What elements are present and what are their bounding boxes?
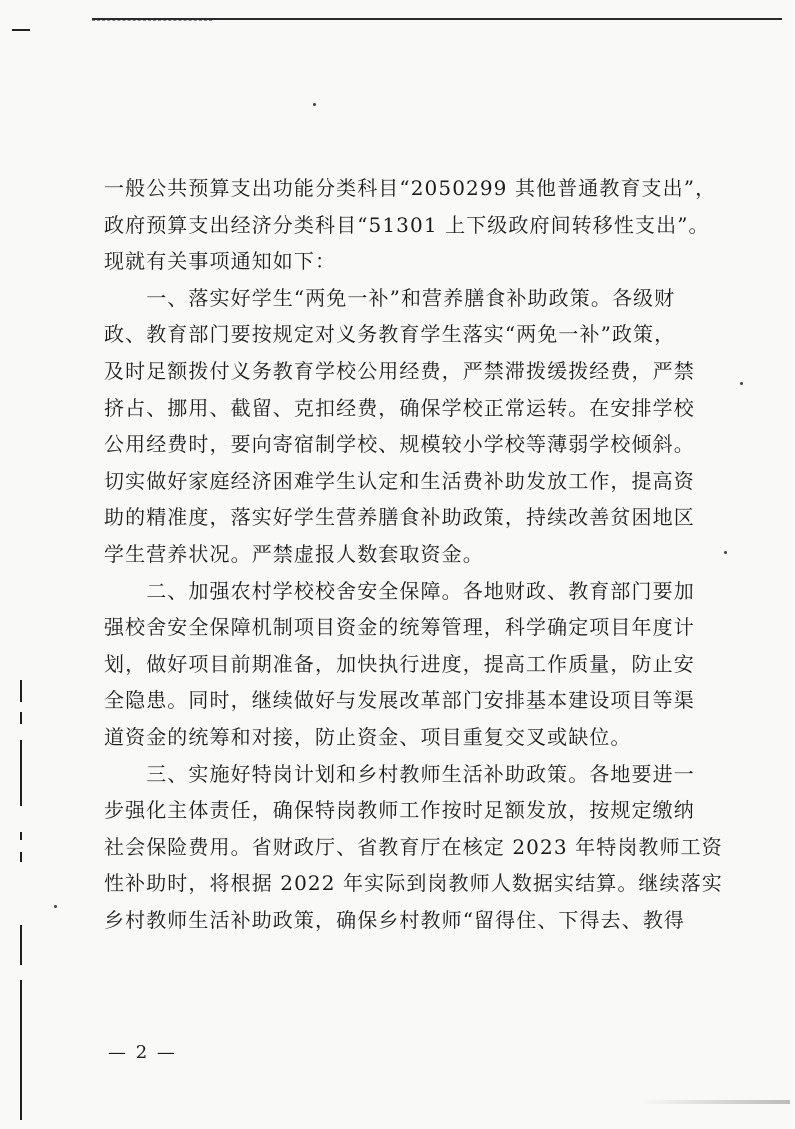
text-line: 乡村教师生活补助政策，确保乡村教师“留得住、下得去、教得 xyxy=(104,907,686,932)
binding-mark xyxy=(20,925,22,965)
scan-speck xyxy=(724,551,727,554)
binding-mark xyxy=(20,852,22,862)
text-line: 一般公共预算支出功能分类科目“2050299 其他普通教育支出”， xyxy=(104,176,717,200)
text-line: 现就有关事项通知如下： xyxy=(104,249,337,274)
text-line: 及时足额拨付义务教育学校公用经费，严禁滞拨缓拨经费，严禁 xyxy=(104,358,695,383)
text-line: 道资金的统筹和对接，防止资金、项目重复交叉或缺位。 xyxy=(104,724,632,749)
text-line: 性补助时，将根据 2022 年实际到岗教师人数据实结算。继续落实 xyxy=(104,871,723,896)
text-line: 划，做好项目前期准备，加快执行进度，提高工作质量，防止安 xyxy=(104,651,695,676)
binding-mark xyxy=(20,832,22,840)
binding-mark xyxy=(20,740,22,806)
text-line: 社会保险费用。省财政厅、省教育厅在核定 2023 年特岗教师工资 xyxy=(104,834,723,859)
scan-bottom-shadow xyxy=(640,1100,790,1104)
text-line: 一、落实好学生“两免一补”和营养膳食补助政策。各级财 xyxy=(104,285,676,310)
binding-mark xyxy=(20,980,22,1120)
binding-mark xyxy=(20,680,22,702)
scan-speck xyxy=(313,103,316,106)
scan-speck xyxy=(740,382,743,385)
scan-corner-mark xyxy=(12,29,30,31)
text-line: 切实做好家庭经济困难学生认定和生活费补助发放工作，提高资 xyxy=(104,468,695,493)
header-dash-rule xyxy=(92,20,212,21)
text-line: 三、实施好特岗计划和乡村教师生活补助政策。各地要进一 xyxy=(104,761,695,786)
text-line: 助的精准度，落实好学生营养膳食补助政策，持续改善贫困地区 xyxy=(104,505,695,530)
scan-speck xyxy=(54,905,57,908)
binding-mark xyxy=(20,712,22,724)
text-line: 挤占、挪用、截留、克扣经费，确保学校正常运转。在安排学校 xyxy=(104,395,695,420)
text-line: 全隐患。同时，继续做好与发展改革部门安排基本建设项目等渠 xyxy=(104,688,695,713)
page-number: — 2 — xyxy=(108,1042,177,1063)
body-text xyxy=(104,170,723,938)
text-line: 步强化主体责任，确保特岗教师工作按时足额发放，按规定缴纳 xyxy=(104,798,695,823)
text-line: 政、教育部门要按规定对义务教育学生落实“两免一补”政策， xyxy=(104,322,676,347)
text-line: 公用经费时，要向寄宿制学校、规模较小学校等薄弱学校倾斜。 xyxy=(104,432,695,457)
text-line: 强校舍安全保障机制项目资金的统筹管理，科学确定项目年度计 xyxy=(104,615,695,640)
text-line: 政府预算支出经济分类科目“51301 上下级政府间转移性支出”。 xyxy=(104,212,710,237)
text-line: 学生营养状况。严禁虚报人数套取资金。 xyxy=(104,541,484,566)
text-line: 二、加强农村学校校舍安全保障。各地财政、教育部门要加 xyxy=(104,578,695,603)
